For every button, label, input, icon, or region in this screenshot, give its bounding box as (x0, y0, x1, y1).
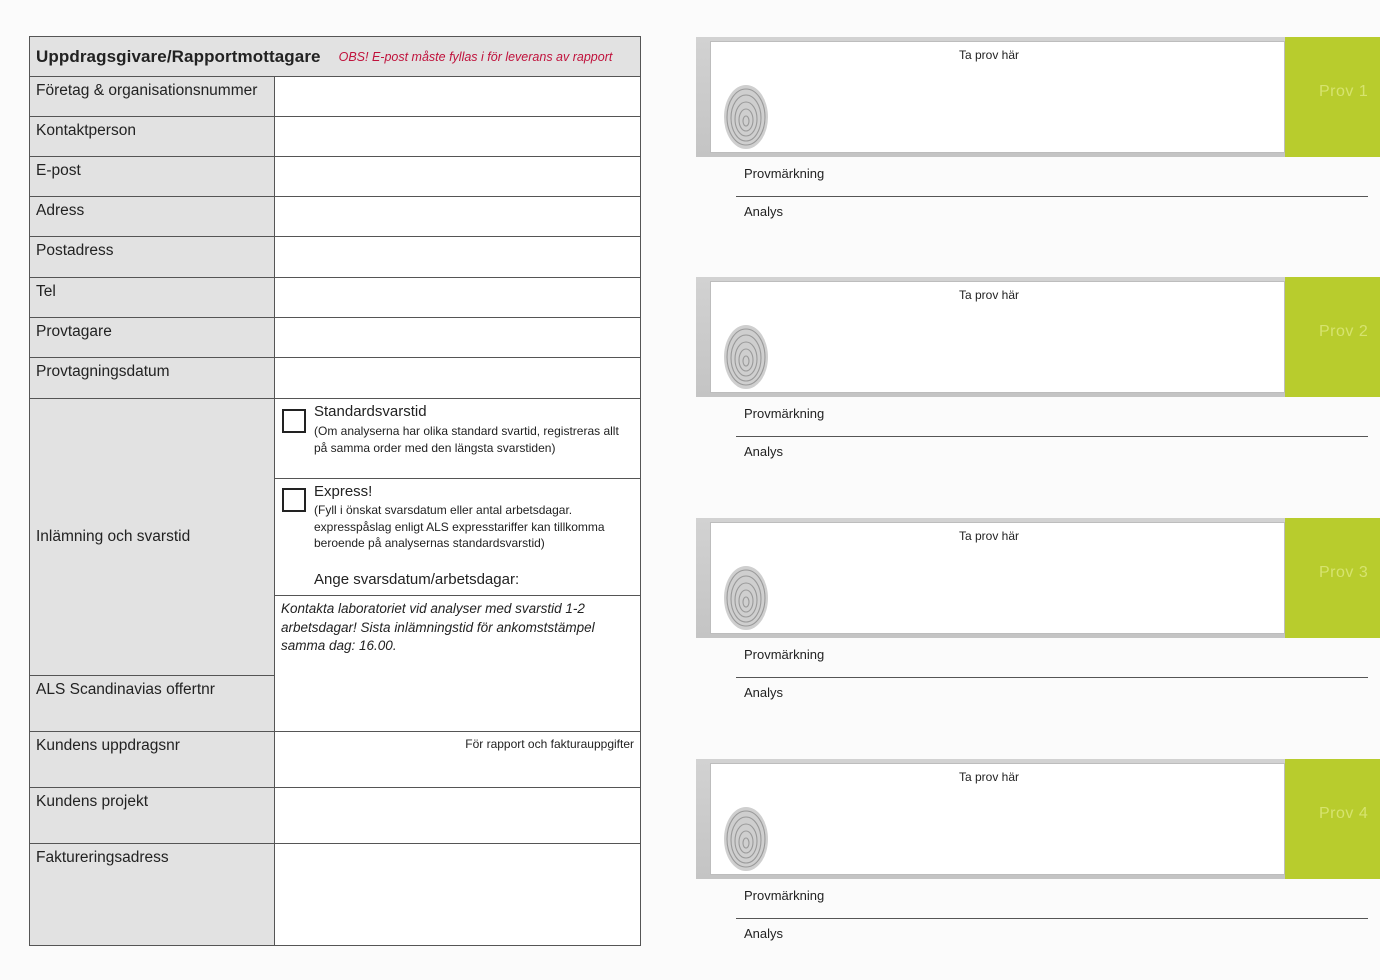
analysis-label: Analys (744, 685, 784, 700)
row-offer (30, 676, 640, 732)
take-sample-label: Ta prov här (959, 48, 1020, 62)
row-order (30, 732, 640, 788)
fingerprint-icon (723, 806, 769, 872)
client-form (29, 36, 641, 946)
sample-strip (696, 759, 1380, 879)
form-header (30, 37, 640, 77)
email-label: E-post (30, 157, 275, 196)
sampler-field[interactable] (275, 318, 640, 357)
sample-tab-label: Prov 4 (1319, 805, 1369, 822)
sample-marking-label: Provmärkning (744, 888, 825, 903)
express-checkbox[interactable] (282, 488, 306, 512)
sample-marking-label: Provmärkning (744, 647, 825, 662)
express-date-prompt[interactable]: Ange svarsdatum/arbetsdagar: (314, 571, 520, 588)
company-field[interactable] (275, 77, 640, 116)
sample-strip (696, 37, 1380, 157)
express-text: (Fyll i önskat svarsdatum eller antal arbetsdagar. expresspåslag enligt ALS expresstariffer kan tillkomma beroende på analysernas standardsvarstid) (314, 503, 605, 550)
row-project (30, 788, 640, 844)
sampler-label: Provtagare (30, 318, 275, 357)
contact-label: Kontaktperson (30, 117, 275, 156)
row-address (30, 197, 640, 237)
row-contact (30, 117, 640, 157)
sample-4 (696, 759, 1380, 979)
row-sampler (30, 318, 640, 358)
deadline-notice-box (275, 596, 640, 676)
standard-text: (Om analyserna har olika standard svartid, registreras allt på samma order med den längsta svarstiden) (314, 424, 619, 455)
deadline-notice: Kontakta laboratoriet vid analyser med svarstid 1-2 arbetsdagar! Sista inlämningstid för ankomststämpel samma dag: 16.00. (281, 601, 595, 653)
take-sample-label: Ta prov här (959, 529, 1020, 543)
analysis-label: Analys (744, 204, 784, 219)
fingerprint-icon (723, 324, 769, 390)
sample-marking-line[interactable] (736, 677, 1368, 678)
billing-label: Faktureringsadress (30, 844, 275, 945)
sample-tab (1285, 277, 1380, 397)
row-billing (30, 844, 640, 945)
offer-field[interactable] (275, 676, 640, 731)
company-label: Företag & organisationsnummer (30, 77, 275, 116)
sample-marking-line[interactable] (736, 918, 1368, 919)
phone-label: Tel (30, 278, 275, 317)
express-option (275, 479, 640, 596)
project-field[interactable] (275, 788, 640, 843)
row-phone (30, 278, 640, 318)
standard-checkbox[interactable] (282, 409, 306, 433)
fingerprint-icon (723, 84, 769, 150)
sample-area[interactable] (710, 281, 1285, 393)
form-title: Uppdragsgivare/Rapportmottagare (36, 46, 321, 66)
row-postal (30, 237, 640, 278)
email-field[interactable] (275, 157, 640, 196)
row-email (30, 157, 640, 197)
row-company (30, 77, 640, 117)
sample-3 (696, 518, 1380, 738)
project-label: Kundens projekt (30, 788, 275, 843)
address-label: Adress (30, 197, 275, 236)
sample-tab-label: Prov 1 (1319, 83, 1369, 100)
standard-option (275, 399, 640, 479)
sample-area[interactable] (710, 522, 1285, 634)
order-field[interactable] (275, 732, 640, 787)
sample-tab (1285, 518, 1380, 638)
analysis-label: Analys (744, 926, 784, 941)
fingerprint-icon (723, 565, 769, 631)
sample-marking-line[interactable] (736, 436, 1368, 437)
sample-marking-label: Provmärkning (744, 166, 825, 181)
sampling-date-field[interactable] (275, 358, 640, 398)
row-sampling-date (30, 358, 640, 399)
phone-field[interactable] (275, 278, 640, 317)
postal-field[interactable] (275, 237, 640, 277)
contact-field[interactable] (275, 117, 640, 156)
standard-title: Standardsvarstid (314, 403, 427, 420)
address-field[interactable] (275, 197, 640, 236)
billing-field[interactable] (275, 844, 640, 945)
sample-tab (1285, 759, 1380, 879)
sample-marking-line[interactable] (736, 196, 1368, 197)
sample-marking-label: Provmärkning (744, 406, 825, 421)
email-required-note: OBS! E-post måste fyllas i för leverans av rapport (338, 49, 613, 64)
take-sample-label: Ta prov här (959, 288, 1020, 302)
offer-label: ALS Scandinavias offertnr (30, 676, 275, 731)
submission-label: Inlämning och svarstid (30, 399, 275, 675)
order-label: Kundens uppdragsnr (30, 732, 275, 787)
order-hint: För rapport och fakturauppgifter (465, 737, 634, 751)
analysis-label: Analys (744, 444, 784, 459)
sample-2 (696, 277, 1380, 497)
sample-strip (696, 277, 1380, 397)
postal-label: Postadress (30, 237, 275, 277)
row-submission (30, 399, 640, 676)
sample-area[interactable] (710, 41, 1285, 153)
sample-tab-label: Prov 3 (1319, 564, 1369, 581)
sample-tab (1285, 37, 1380, 157)
express-title: Express! (314, 483, 373, 500)
sampling-date-label: Provtagningsdatum (30, 358, 275, 398)
sample-tab-label: Prov 2 (1319, 323, 1369, 340)
take-sample-label: Ta prov här (959, 770, 1020, 784)
sample-strip (696, 518, 1380, 638)
sample-area[interactable] (710, 763, 1285, 875)
sample-1 (696, 37, 1380, 257)
